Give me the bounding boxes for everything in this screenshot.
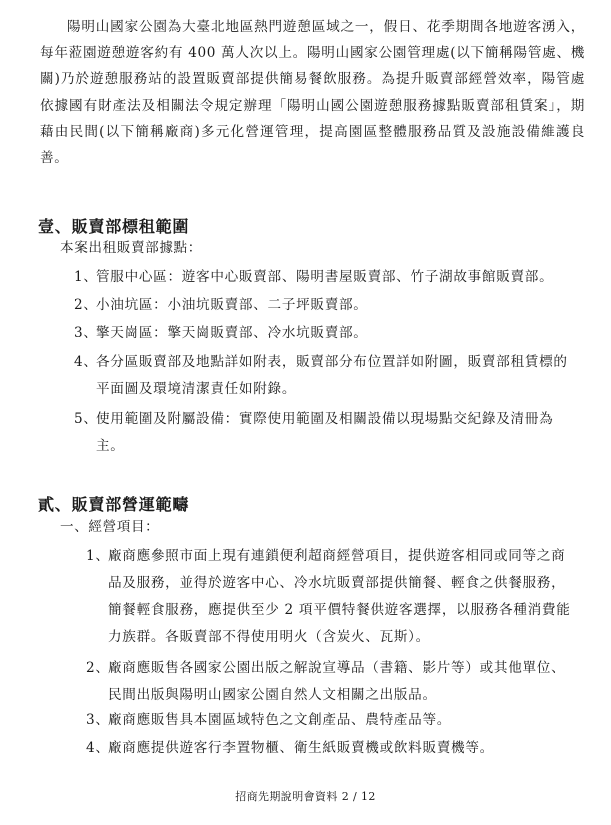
list-item-number: 3、 — [74, 325, 98, 341]
list-item-text: 擎天崗區：擎天崗販賣部、冷水坑販賣部。 — [96, 325, 368, 341]
list-item-number: 1、 — [74, 269, 98, 285]
list-item-number: 2、 — [74, 297, 98, 313]
list-item — [86, 735, 576, 762]
list-item-number: 3、 — [86, 712, 110, 728]
list-item-text: 廠商應參照市面上現有連鎖便利超商經營項目，提供遊客相同或同等之商品及服務，並得於遊客中心、冷水坑販賣部提供簡餐、輕食之供餐服務，簡餐輕食服務，應提供至少 2 項平價特餐供遊客選擇，以服務各種消費能力族群。各販賣部不得使用明火（含炭火、瓦斯）。 — [108, 548, 571, 645]
list-item — [74, 349, 574, 403]
list-item-text: 管服中心區：遊客中心販賣部、陽明書屋販賣部、竹子湖故事館販賣部。 — [96, 269, 554, 285]
list-item-text: 廠商應提供遊客行李置物櫃、衛生紙販賣機或飲料販賣機等。 — [108, 740, 494, 756]
list-item-number: 2、 — [86, 660, 110, 676]
list-item-text: 小油坑區：小油坑販賣部、二子坪販賣部。 — [96, 297, 368, 313]
section-2-heading: 貳、販賣部營運範疇 — [38, 495, 190, 514]
list-item — [74, 320, 574, 347]
list-item-number: 5、 — [74, 411, 98, 427]
section-1-heading: 壹、販賣部標租範圍 — [38, 217, 190, 236]
intro-paragraph: 陽明山國家公園為大臺北地區熱門遊憩區域之一，假日、花季期間各地遊客湧入，每年蒞園遊憩遊客約有 400 萬人次以上。陽明山國家公園管理處(以下簡稱陽管處、機關)乃於遊憩服務站的設置販賣部提供簡易餐飲服務。為提升販賣部經營效率，陽管處依據國有財產法及相關法令規定辦理「陽明山國公園遊憩服務據點販賣部租賃案」，期藉由民間(以下簡稱廠商)多元化營運管理，提高園區整體服務品質及設施設備維護良善。 — [40, 19, 585, 167]
list-item — [74, 292, 574, 319]
section-2-subheading: 一、經營項目： — [60, 519, 160, 535]
list-item-number: 4、 — [86, 740, 110, 756]
list-item-text: 廠商應販售各國家公園出版之解說宣導品（書籍、影片等）或其他單位、民間出版與陽明山國家公園自然人文相關之出版品。 — [108, 660, 566, 703]
list-item — [74, 406, 574, 460]
list-item-text: 各分區販賣部及地點詳如附表，販賣部分布位置詳如附圖，販賣部租賃標的平面圖及環境清潔責任如附錄。 — [96, 354, 568, 397]
list-item — [86, 655, 576, 709]
list-item-text: 使用範圍及附屬設備：實際使用範圍及相關設備以現場點交紀錄及清冊為主。 — [96, 411, 554, 454]
list-item-number: 1、 — [86, 548, 110, 564]
list-item — [86, 707, 576, 734]
section-1-lead: 本案出租販賣部據點： — [60, 240, 202, 256]
list-item — [74, 264, 574, 291]
list-item-text: 廠商應販售具本園區域特色之文創產品、農特產品等。 — [108, 712, 452, 728]
page-footer: 招商先期說明會資料 2 / 12 — [235, 790, 376, 803]
list-item-number: 4、 — [74, 354, 98, 370]
list-item — [86, 543, 576, 651]
